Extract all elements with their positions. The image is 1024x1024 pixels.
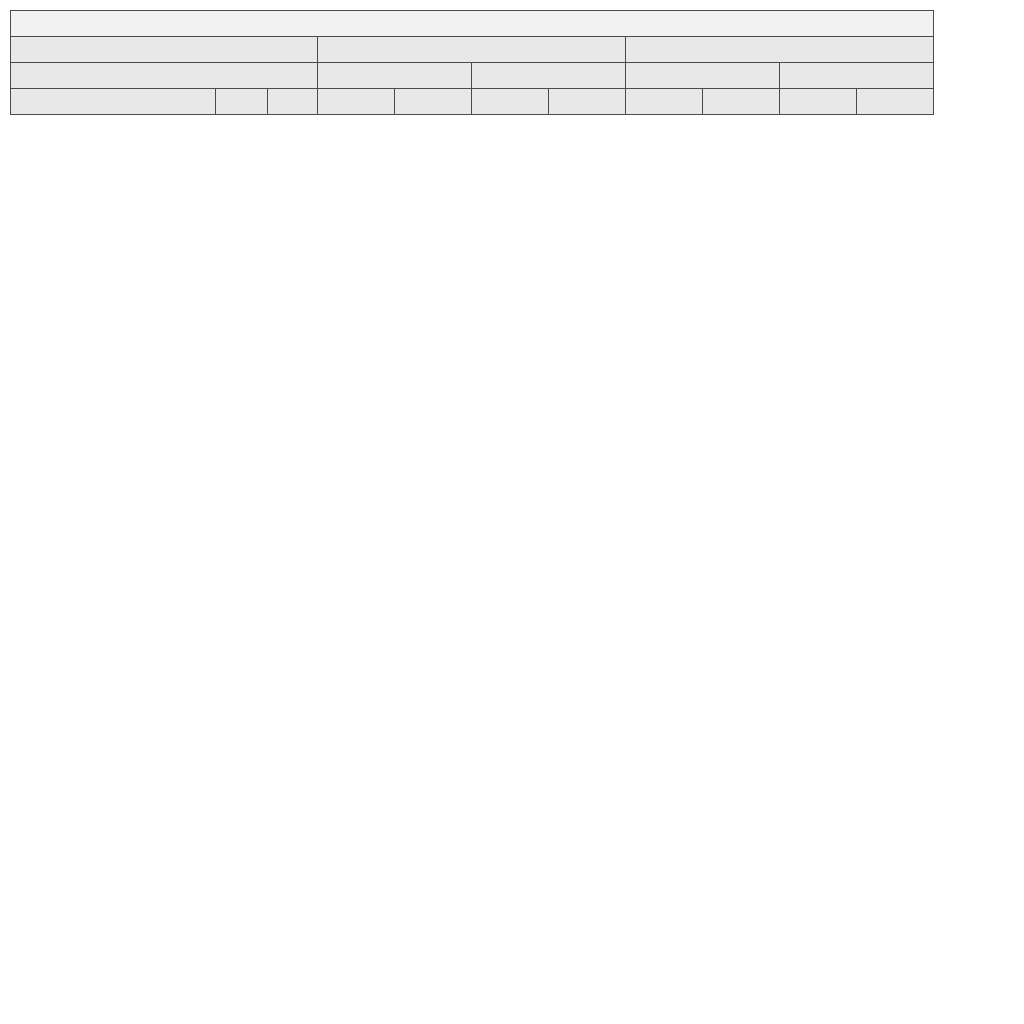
oblique-header — [549, 89, 626, 115]
date-range — [11, 37, 318, 63]
group-average — [318, 37, 626, 63]
table-title — [11, 11, 934, 37]
avg-high-mode-header — [472, 63, 626, 89]
freq-header — [268, 89, 318, 115]
oblique-header — [318, 89, 395, 115]
avg-low-mode-header — [318, 63, 472, 89]
site-info-header — [11, 63, 318, 89]
std-high-mode-header — [780, 63, 934, 89]
mode-header-row — [11, 63, 934, 89]
oblique-header — [703, 89, 780, 115]
oblique-header — [472, 89, 549, 115]
group-header-row — [11, 37, 934, 63]
std-low-mode-header — [626, 63, 780, 89]
colorbar — [951, 35, 964, 517]
table-header — [11, 11, 934, 115]
group-standard-deviation — [626, 37, 934, 63]
oblique-header — [780, 89, 857, 115]
title-row — [11, 11, 934, 37]
city-state-header — [11, 89, 216, 115]
oblique-header — [395, 89, 472, 115]
id-header — [216, 89, 268, 115]
oblique-header — [857, 89, 934, 115]
oblique-header — [626, 89, 703, 115]
stats-table — [10, 10, 934, 115]
column-header-row — [11, 89, 934, 115]
